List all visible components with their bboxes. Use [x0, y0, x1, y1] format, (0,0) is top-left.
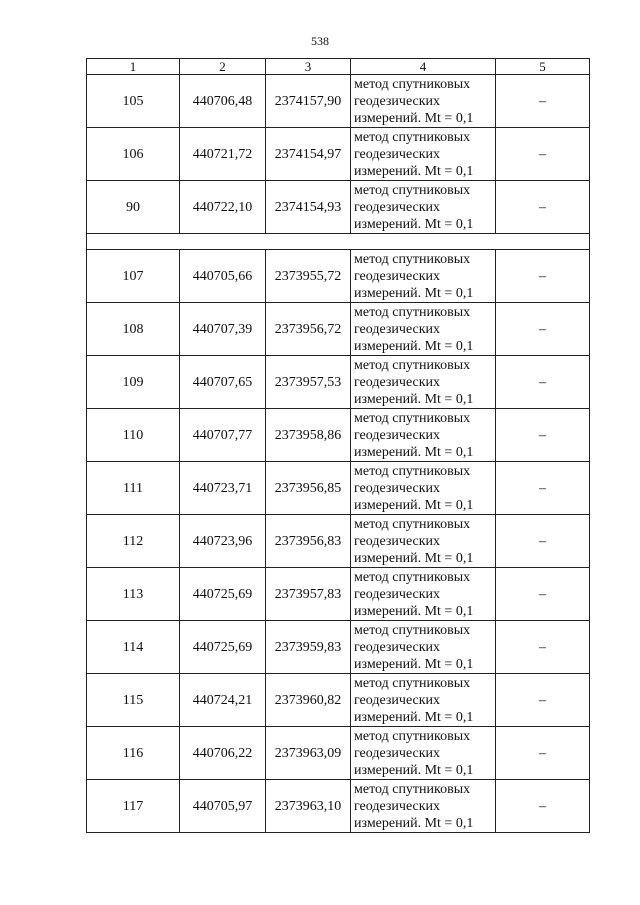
y-coordinate-cell: 2374154,93 [266, 181, 351, 234]
method-cell [351, 356, 496, 409]
x-coordinate-cell: 440705,66 [180, 250, 266, 303]
method-line: геодезических [354, 374, 441, 390]
point-number-cell: 113 [87, 568, 180, 621]
table-row [87, 515, 590, 568]
method-line: метод спутниковых [354, 357, 471, 373]
method-line: метод спутниковых [354, 304, 471, 320]
column-header: 5 [496, 59, 590, 75]
method-cell [351, 621, 496, 674]
y-coordinate-cell: 2373963,09 [266, 727, 351, 780]
dash-cell: – [496, 181, 590, 234]
method-line: измерений. Mt = 0,1 [354, 444, 474, 460]
x-coordinate-cell: 440721,72 [180, 128, 266, 181]
dash-cell: – [496, 409, 590, 462]
method-cell [351, 250, 496, 303]
dash-cell: – [496, 75, 590, 128]
method-line: геодезических [354, 321, 441, 337]
x-coordinate-cell: 440706,22 [180, 727, 266, 780]
x-coordinate-cell: 440722,10 [180, 181, 266, 234]
table-row [87, 303, 590, 356]
y-coordinate-cell: 2373957,83 [266, 568, 351, 621]
x-coordinate-cell: 440705,97 [180, 780, 266, 833]
x-coordinate-cell: 440725,69 [180, 568, 266, 621]
coordinates-table [86, 58, 590, 833]
method-cell [351, 181, 496, 234]
table-row [87, 568, 590, 621]
method-cell [351, 674, 496, 727]
x-coordinate-cell: 440723,71 [180, 462, 266, 515]
dash-cell: – [496, 515, 590, 568]
method-line: метод спутниковых [354, 251, 471, 267]
dash-cell: – [496, 568, 590, 621]
point-number-cell: 110 [87, 409, 180, 462]
x-coordinate-cell: 440707,65 [180, 356, 266, 409]
method-line: геодезических [354, 692, 441, 708]
method-line: измерений. Mt = 0,1 [354, 110, 474, 126]
method-line: измерений. Mt = 0,1 [354, 216, 474, 232]
method-line: геодезических [354, 586, 441, 602]
column-header: 2 [180, 59, 266, 75]
dash-cell: – [496, 250, 590, 303]
method-line: измерений. Mt = 0,1 [354, 550, 474, 566]
method-line: метод спутниковых [354, 781, 471, 797]
x-coordinate-cell: 440707,39 [180, 303, 266, 356]
point-number-cell: 116 [87, 727, 180, 780]
method-cell [351, 780, 496, 833]
point-number-cell: 106 [87, 128, 180, 181]
method-line: измерений. Mt = 0,1 [354, 762, 474, 778]
method-line: метод спутниковых [354, 728, 471, 744]
x-coordinate-cell: 440723,96 [180, 515, 266, 568]
method-line: измерений. Mt = 0,1 [354, 603, 474, 619]
dash-cell: – [496, 727, 590, 780]
table-row [87, 727, 590, 780]
method-cell [351, 128, 496, 181]
table-row [87, 621, 590, 674]
method-line: геодезических [354, 533, 441, 549]
point-number-cell: 105 [87, 75, 180, 128]
point-number-cell: 90 [87, 181, 180, 234]
point-number-cell: 115 [87, 674, 180, 727]
dash-cell: – [496, 462, 590, 515]
x-coordinate-cell: 440707,77 [180, 409, 266, 462]
x-coordinate-cell: 440725,69 [180, 621, 266, 674]
table-row [87, 674, 590, 727]
method-line: метод спутниковых [354, 410, 471, 426]
y-coordinate-cell: 2374157,90 [266, 75, 351, 128]
page-number: 538 [311, 34, 329, 48]
method-line: геодезических [354, 639, 441, 655]
y-coordinate-cell: 2373960,82 [266, 674, 351, 727]
method-line: измерений. Mt = 0,1 [354, 709, 474, 725]
method-line: метод спутниковых [354, 76, 471, 92]
method-line: геодезических [354, 146, 441, 162]
y-coordinate-cell: 2373957,53 [266, 356, 351, 409]
method-line: геодезических [354, 268, 441, 284]
table-row [87, 250, 590, 303]
point-number-cell: 114 [87, 621, 180, 674]
method-line: геодезических [354, 427, 441, 443]
point-number-cell: 112 [87, 515, 180, 568]
method-line: геодезических [354, 199, 441, 215]
separator-cell [87, 234, 590, 250]
method-line: геодезических [354, 93, 441, 109]
method-line: метод спутниковых [354, 516, 471, 532]
table-row [87, 75, 590, 128]
table-row [87, 462, 590, 515]
table-row [87, 128, 590, 181]
dash-cell: – [496, 303, 590, 356]
method-line: метод спутниковых [354, 463, 471, 479]
header-row [87, 59, 590, 75]
dash-cell: – [496, 780, 590, 833]
method-cell [351, 409, 496, 462]
y-coordinate-cell: 2373959,83 [266, 621, 351, 674]
method-line: геодезических [354, 745, 441, 761]
method-line: измерений. Mt = 0,1 [354, 656, 474, 672]
y-coordinate-cell: 2374154,97 [266, 128, 351, 181]
method-line: измерений. Mt = 0,1 [354, 497, 474, 513]
y-coordinate-cell: 2373955,72 [266, 250, 351, 303]
point-number-cell: 107 [87, 250, 180, 303]
method-cell [351, 727, 496, 780]
x-coordinate-cell: 440724,21 [180, 674, 266, 727]
dash-cell: – [496, 128, 590, 181]
y-coordinate-cell: 2373956,85 [266, 462, 351, 515]
method-line: метод спутниковых [354, 129, 471, 145]
table-row [87, 780, 590, 833]
point-number-cell: 108 [87, 303, 180, 356]
method-cell [351, 75, 496, 128]
table-row [87, 409, 590, 462]
point-number-cell: 111 [87, 462, 180, 515]
method-line: измерений. Mt = 0,1 [354, 338, 474, 354]
method-line: измерений. Mt = 0,1 [354, 391, 474, 407]
dash-cell: – [496, 621, 590, 674]
dash-cell: – [496, 674, 590, 727]
method-line: метод спутниковых [354, 622, 471, 638]
table-row [87, 181, 590, 234]
point-number-cell: 117 [87, 780, 180, 833]
column-header: 1 [87, 59, 180, 75]
x-coordinate-cell: 440706,48 [180, 75, 266, 128]
method-line: измерений. Mt = 0,1 [354, 815, 474, 831]
column-header: 4 [351, 59, 496, 75]
column-header: 3 [266, 59, 351, 75]
y-coordinate-cell: 2373958,86 [266, 409, 351, 462]
method-cell [351, 462, 496, 515]
y-coordinate-cell: 2373963,10 [266, 780, 351, 833]
method-line: геодезических [354, 798, 441, 814]
method-line: метод спутниковых [354, 182, 471, 198]
dash-cell: – [496, 356, 590, 409]
method-line: метод спутниковых [354, 569, 471, 585]
table-row [87, 356, 590, 409]
point-number-cell: 109 [87, 356, 180, 409]
y-coordinate-cell: 2373956,83 [266, 515, 351, 568]
y-coordinate-cell: 2373956,72 [266, 303, 351, 356]
method-line: метод спутниковых [354, 675, 471, 691]
separator-row [87, 234, 590, 250]
method-cell [351, 515, 496, 568]
method-line: измерений. Mt = 0,1 [354, 285, 474, 301]
method-line: измерений. Mt = 0,1 [354, 163, 474, 179]
method-line: геодезических [354, 480, 441, 496]
method-cell [351, 568, 496, 621]
method-cell [351, 303, 496, 356]
